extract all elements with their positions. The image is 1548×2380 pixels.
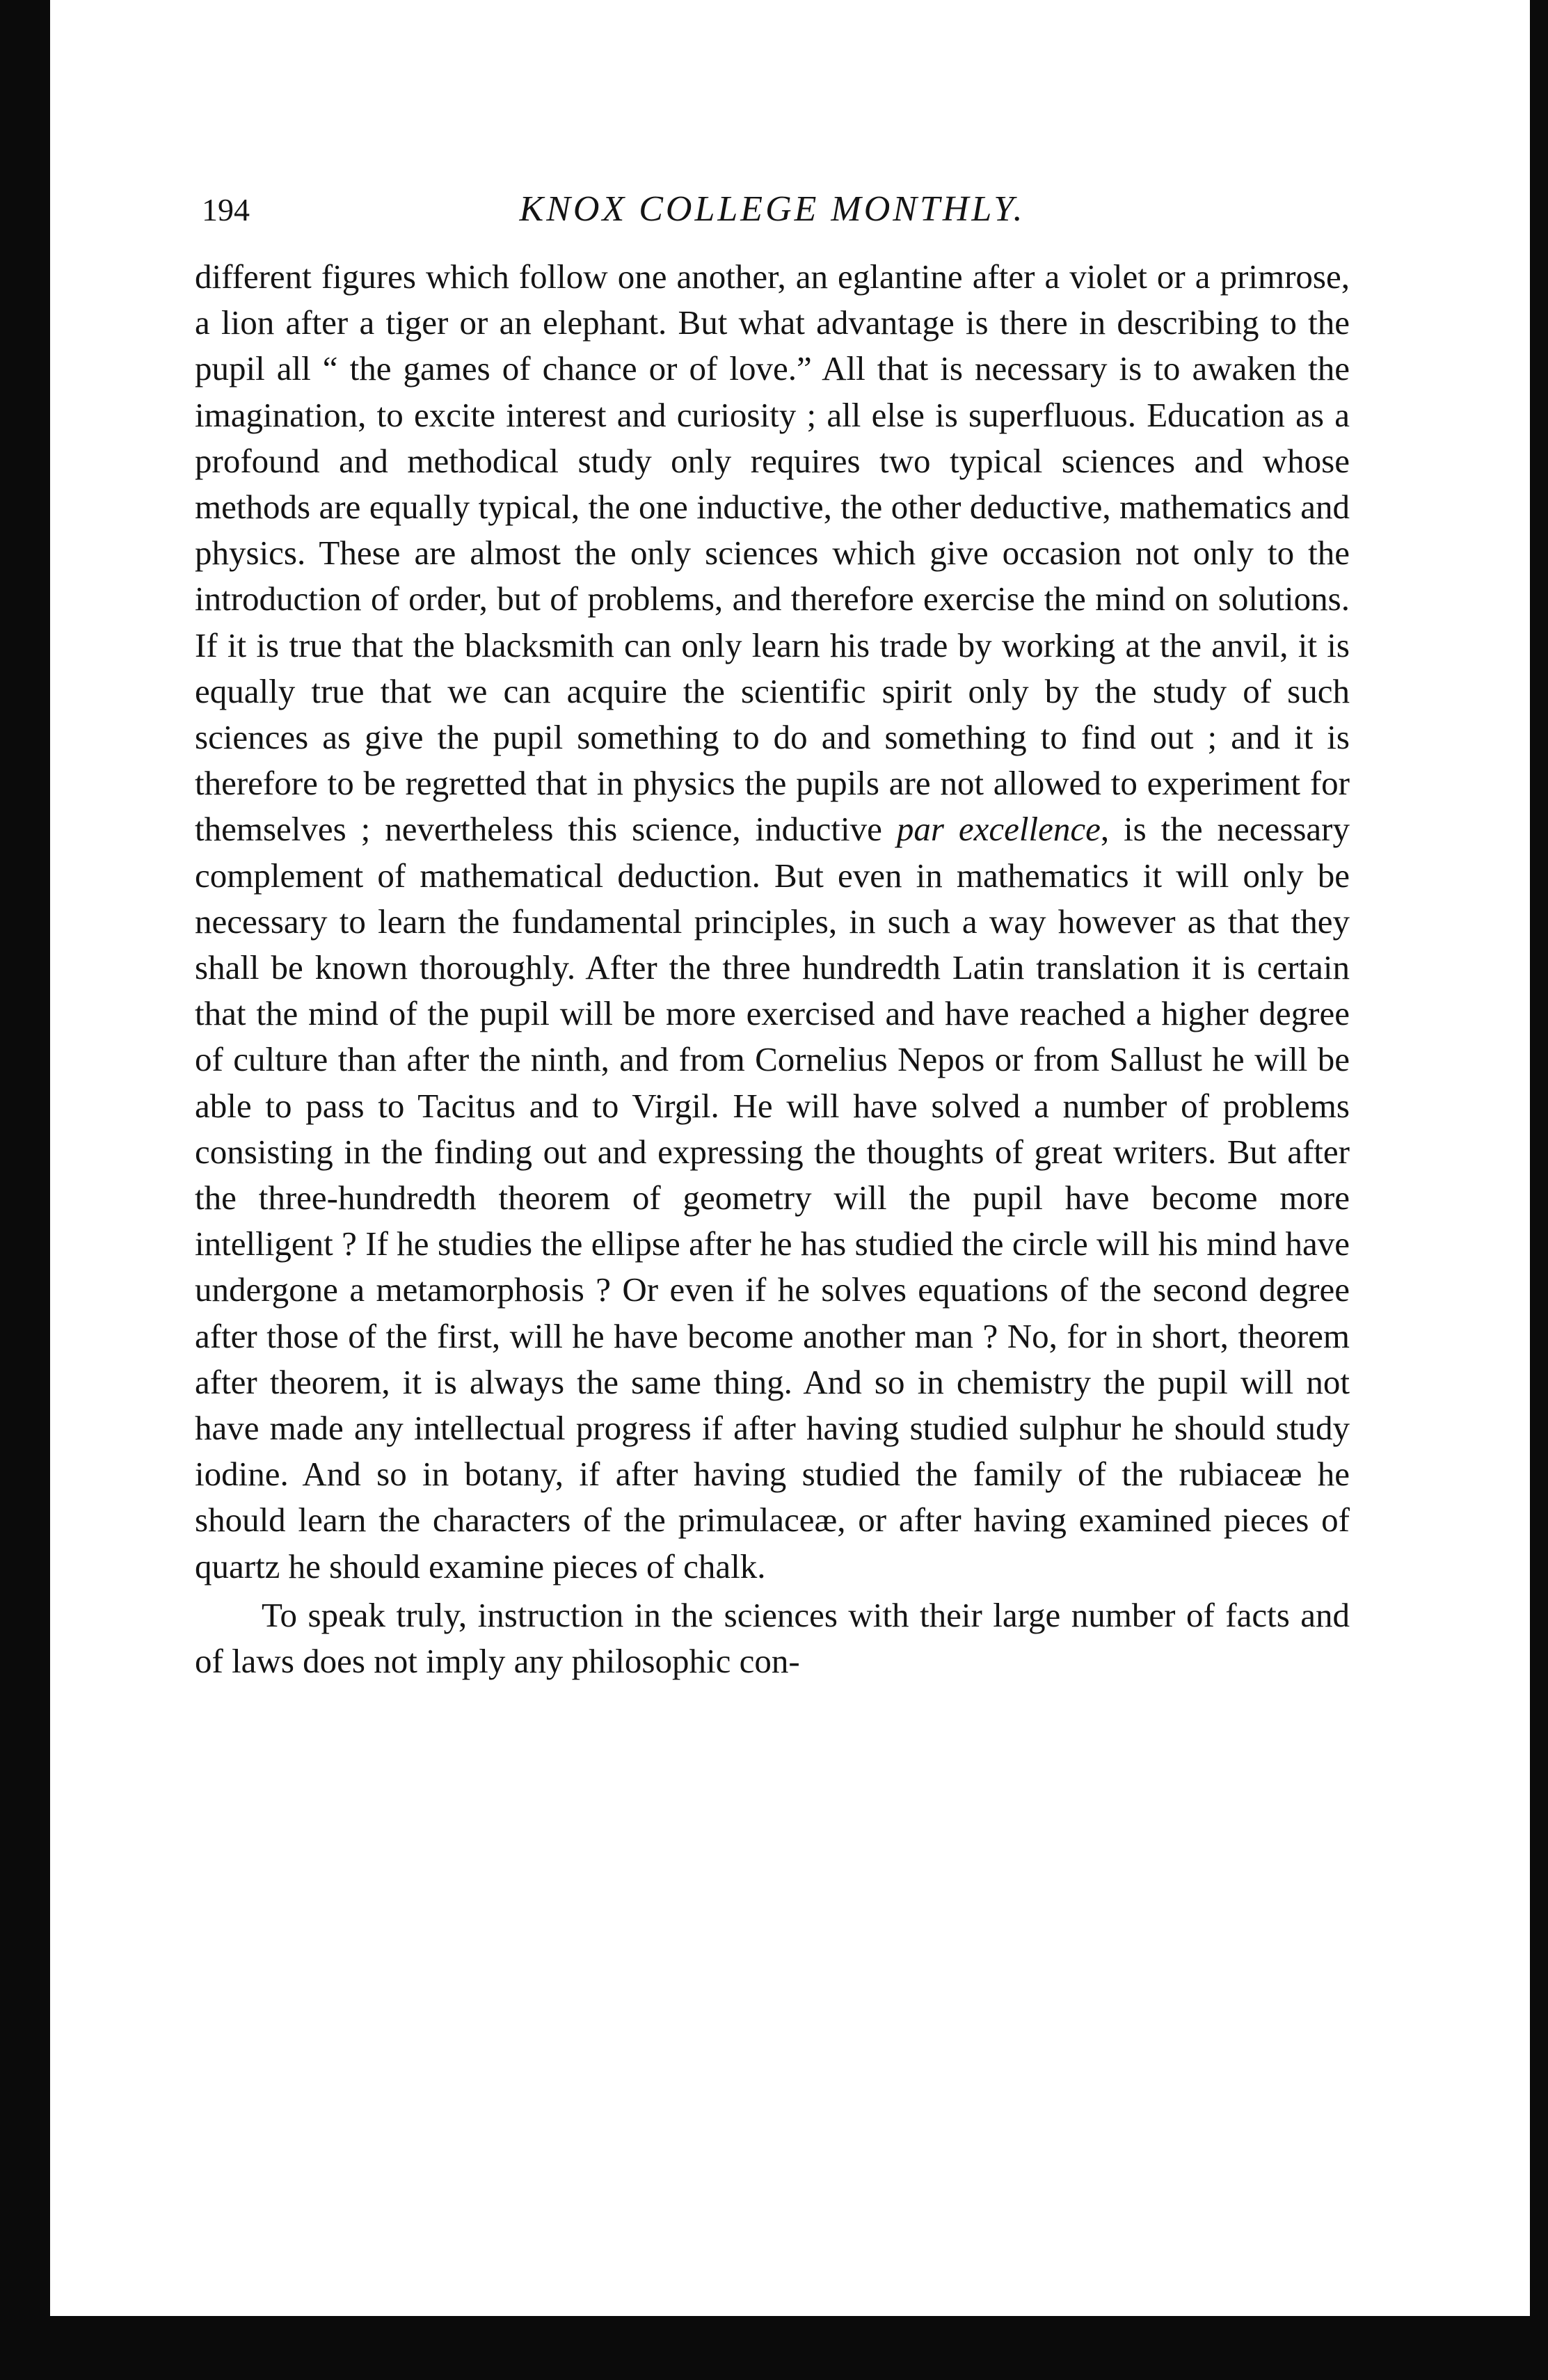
paragraph-continued	[195, 254, 1350, 1590]
paragraph-text: different figures which follow one another, an eglantine after a violet or a primrose, a lion after a tiger or an elephant. But what advantage is there in describing to the pupil all “ the games of chance or of love.” All that is necessary is to awaken the imagination, to excite interest and curiosity ; all else is superfluous. Education as a profound and methodical study only requires two typical sciences and whose methods are equally typical, the one inductive, the other deductive, mathematics and physics. These are almost the only sciences which give occasion not only to the introduction of order, but of problems, and therefore exercise the mind on solutions. If it is true that the blacksmith can only learn his trade by working at the anvil, it is equally true that we can acquire the scientific spirit only by the study of such sciences as give the pupil something to do and something to find out ; and it is therefore to be regretted that in physics the pupils are not allowed to experiment for themselves ; nevertheless this science, inductive	[195, 257, 1350, 849]
paragraph-text: , is the necessary complement of mathematical deduction. But even in mathematics it will only be necessary to learn the fundamental principles, in such a way however as that they shall be known thoroughly. After the three hundredth Latin translation it is certain that the mind of the pupil will be more exercised and have reached a higher degree of culture than after the ninth, and from Cornelius Nepos or from Sallust he will be able to pass to Tacitus and to Virgil. He will have solved a number of problems consisting in the finding out and expressing the thoughts of great writers. But after the three-hundredth theorem of geometry will the pupil have become more intelligent ? If he studies the ellipse after he has studied the circle will his mind have undergone a metamorphosis ? Or even if he solves equations of the second degree after those of the first, will he have become another man ? No, for in short, theorem after theorem, it is always the same thing. And so in chemistry the pupil will not have made any intellectual progress if after having studied sulphur he should study iodine. And so in botany, if after having studied the family of the rubiaceæ he should learn the characters of the primulaceæ, or after having examined pieces of quartz he should examine pieces of chalk.	[195, 810, 1350, 1586]
scan-border-right	[1530, 0, 1548, 2380]
paragraph-new: To speak truly, instruction in the sciences with their large number of facts and of laws does not imply any philosophic con-	[195, 1595, 1350, 1681]
body-text	[195, 254, 1350, 1684]
page-number: 194	[202, 192, 250, 227]
italic-phrase: par excellence	[896, 810, 1101, 849]
journal-title: KNOX COLLEGE MONTHLY.	[519, 189, 1026, 229]
scan-border-bottom	[50, 2316, 1530, 2380]
book-page	[195, 177, 1350, 1684]
scan-border-left	[0, 0, 50, 2380]
running-head	[195, 177, 1350, 247]
